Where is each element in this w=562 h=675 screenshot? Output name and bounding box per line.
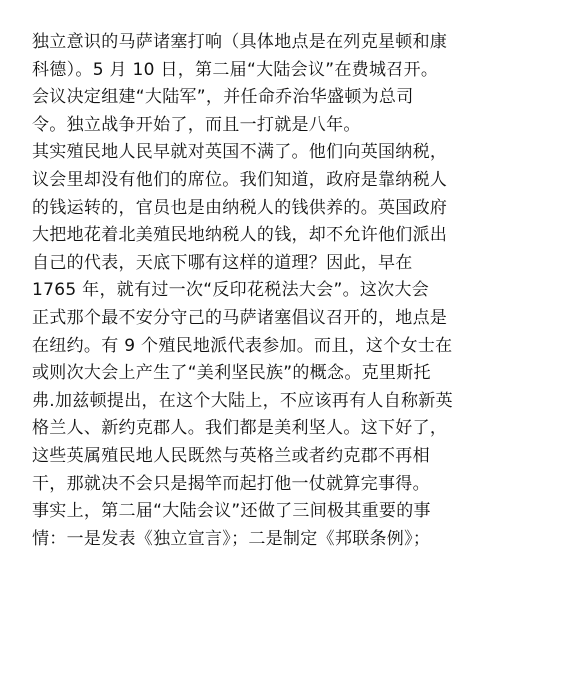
- text-line: 这些英属殖民地人民既然与英格兰或者约克郡不再相: [32, 445, 430, 466]
- text-line: 会议决定组建“大陆军”，并任命乔治华盛顿为总司: [32, 87, 414, 108]
- text-line: 的钱运转的，官员也是由纳税人的钱供养的。英国政府: [32, 197, 448, 218]
- text-line: 其实殖民地人民早就对英国不满了。他们向英国纳税，: [32, 142, 448, 163]
- text-line: 1765 年，就有过一次“反印花税法大会”。这次大会: [32, 280, 430, 301]
- text-line: 大把地花着北美殖民地纳税人的钱，却不允许他们派出: [32, 225, 448, 246]
- text-line: 格兰人、新约克郡人。我们都是美利坚人。这下好了，: [32, 418, 448, 439]
- text-line: 科德）。5 月 10 日，第二届“大陆会议”在费城召开。: [32, 59, 439, 80]
- text-line: 独立意识的马萨诸塞打响（具体地点是在列克星顿和康: [32, 32, 448, 52]
- text-line: 情：一是发表《独立宣言》；二是制定《邦联条例》；: [32, 528, 431, 549]
- text-line: 令。独立战争开始了，而且一打就是八年。: [32, 114, 361, 135]
- text-line: 弗.加兹顿提出，在这个大陆上，不应该再有人自称新英: [32, 390, 453, 411]
- article-text: [32, 29, 537, 553]
- text-line: 干，那就决不会只是揭竿而起打他一仗就算完事得。: [32, 473, 430, 494]
- text-line: 议会里却没有他们的席位。我们知道，政府是靠纳税人: [32, 169, 448, 190]
- text-line: 在纽约。有 9 个殖民地派代表参加。而且，这个女士在: [32, 335, 453, 356]
- text-line: 或则次大会上产生了“美利坚民族”的概念。克里斯托: [32, 363, 431, 384]
- text-line: 事实上，第二届“大陆会议”还做了三间极其重要的事: [32, 501, 431, 522]
- text-line: 正式那个最不安分守己的马萨诸塞倡议召开的，地点是: [32, 307, 448, 328]
- text-line: 自己的代表，天底下哪有这样的道理？因此，早在: [32, 252, 413, 273]
